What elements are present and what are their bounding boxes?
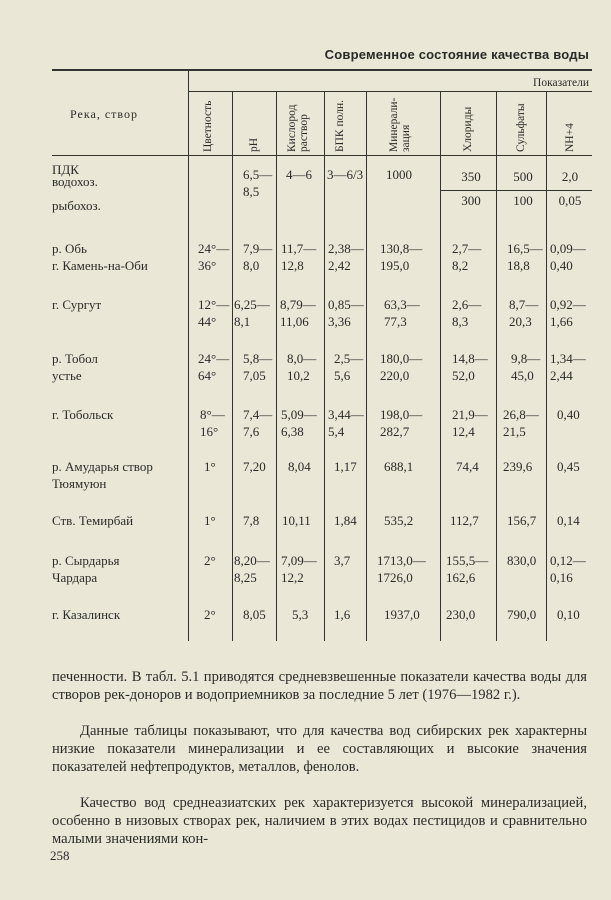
row-label: Ств. Темирбай — [52, 513, 134, 528]
cell-bod: 2,5— 5,6 — [334, 351, 364, 383]
cell-oxygen: 5,3 — [292, 607, 309, 622]
cell-pdk-sulfates: 500 — [513, 169, 533, 184]
cell-mineral: 63,3— 77,3 — [384, 297, 420, 329]
col-header-oxygen — [286, 88, 312, 152]
cell-pdk-chlorides-fish: 300 — [461, 193, 481, 208]
cell-oxygen: 8,79— 11,06 — [280, 297, 316, 329]
cell-chlorides: 112,7 — [450, 513, 479, 528]
table-top-rule — [52, 69, 592, 71]
cell-color: 12°— 44° — [198, 297, 230, 329]
cell-mineral: 130,8— 195,0 — [380, 241, 423, 273]
cell-oxygen: 5,09— 6,38 — [281, 407, 317, 439]
cell-pdk-sulfates-fish: 100 — [513, 193, 533, 208]
cell-chlorides: 230,0 — [446, 607, 476, 622]
cell-ph: 8,05 — [243, 607, 266, 622]
cell-ph: 7,8 — [243, 513, 260, 528]
indicators-group-header: Показатели — [533, 77, 589, 89]
cell-mineral: 688,1 — [384, 459, 414, 474]
cell-mineral: 1937,0 — [384, 607, 420, 622]
cell-chlorides: 2,7— 8,2 — [452, 241, 482, 273]
cell-chlorides: 2,6— 8,3 — [452, 297, 482, 329]
cell-pdk-ammonium-fish: 0,05 — [558, 193, 582, 208]
cell-mineral: 1713,0— 1726,0 — [377, 553, 426, 585]
cell-sulfates: 156,7 — [507, 513, 537, 528]
cell-sulfates: 790,0 — [507, 607, 537, 622]
cell-color: 24°— 64° — [198, 351, 230, 383]
cell-mineral: 198,0— 282,7 — [380, 407, 423, 439]
cell-ph: 7,20 — [243, 459, 266, 474]
cell-bod: 3,44— 5,4 — [328, 407, 364, 439]
cell-ammonium: 0,45 — [557, 459, 580, 474]
cell-mineral: 535,2 — [384, 513, 414, 528]
body-paragraph: печенности. В табл. 5.1 приводятся средневзвешенные показатели качества воды для створов рек-доноров и водоприемников за последние 5 лет (1976—1982 г.). — [52, 669, 587, 703]
cell-sulfates: 830,0 — [507, 553, 537, 568]
cell-pdk-oxygen: 4—6 — [286, 167, 312, 182]
cell-ph: 8,20— 8,25 — [234, 553, 270, 585]
cell-ammonium: 0,10 — [557, 607, 580, 622]
cell-pdk-chlorides: 350 — [461, 169, 481, 184]
cell-pdk-ph: 6,5— 8,5 — [243, 167, 273, 199]
cell-color: 24°— 36° — [198, 241, 230, 273]
cell-pdk-ammonium: 2,0 — [561, 169, 579, 184]
row-label: г. Сургут — [52, 297, 102, 312]
cell-color: 8°— 16° — [200, 407, 225, 439]
cell-color: 1° — [204, 459, 216, 474]
cell-ammonium: 0,12— 0,16 — [550, 553, 586, 585]
row-label: р. Сырдарья Чардара — [52, 553, 120, 585]
cell-oxygen: 10,11 — [282, 513, 311, 528]
cell-sulfates: 239,6 — [503, 459, 533, 474]
col-header-sulfates: Сульфаты — [515, 103, 527, 152]
cell-sulfates: 9,8— 45,0 — [511, 351, 541, 383]
col-divider — [496, 91, 497, 641]
cell-oxygen: 8,0— 10,2 — [287, 351, 317, 383]
pdk-divider — [440, 190, 592, 191]
cell-bod: 2,38— 2,42 — [328, 241, 364, 273]
col-divider — [366, 91, 367, 641]
col-divider — [324, 91, 325, 641]
cell-ph: 7,9— 8,0 — [243, 241, 273, 273]
cell-pdk-mineral: 1000 — [386, 167, 412, 182]
row-label: р. Тобол устье — [52, 351, 98, 383]
cell-bod: 1,17 — [334, 459, 357, 474]
col-header-mineralization: Минерали-зация — [388, 97, 412, 152]
cell-chlorides: 155,5— 162,6 — [446, 553, 489, 585]
header-bottom-rule — [52, 155, 592, 156]
col-divider — [188, 71, 189, 641]
cell-ph: 7,4— 7,6 — [243, 407, 273, 439]
cell-bod: 0,85— 3,36 — [328, 297, 364, 329]
col-divider — [440, 91, 441, 641]
row-label: г. Казалинск — [52, 607, 121, 622]
col-header-chlorides: Хлориды — [462, 106, 474, 152]
cell-color: 1° — [204, 513, 216, 528]
cell-ammonium: 0,14 — [557, 513, 580, 528]
cell-mineral: 180,0— 220,0 — [380, 351, 423, 383]
cell-pdk-bod: 3—6/3 — [327, 167, 364, 182]
cell-sulfates: 8,7— 20,3 — [509, 297, 539, 329]
col-header-bod: БПК полн. — [334, 100, 346, 152]
body-paragraph: Данные таблицы показывают, что для качества вод сибирских рек характерны низкие показатели минерализации и ее составляющих и высокие значения показателей нефтепродуктов, металлов, фенолов. — [52, 723, 587, 775]
cell-ammonium: 0,09— 0,40 — [550, 241, 586, 273]
river-column-header: Река, створ — [70, 107, 138, 121]
cell-sulfates: 16,5— 18,8 — [507, 241, 543, 273]
col-divider — [546, 91, 547, 641]
cell-ph: 5,8— 7,05 — [243, 351, 273, 383]
body-paragraph: Качество вод среднеазиатских рек характеризуется высокой минерализацией, особенно в низовых створах рек, наличием в этих водах пестицидов и сравнительно малыми значениями кон- — [52, 795, 587, 847]
col-divider — [232, 91, 233, 641]
cell-bod: 3,7 — [334, 553, 351, 568]
cell-chlorides: 74,4 — [456, 459, 479, 474]
cell-oxygen: 8,04 — [288, 459, 311, 474]
cell-chlorides: 14,8— 52,0 — [452, 351, 488, 383]
cell-oxygen: 11,7— 12,8 — [281, 241, 317, 273]
cell-ammonium: 1,34— 2,44 — [550, 351, 586, 383]
page-number: 258 — [50, 848, 70, 863]
cell-ammonium: 0,92— 1,66 — [550, 297, 586, 329]
cell-chlorides: 21,9— 12,4 — [452, 407, 488, 439]
row-label: р. Амударья створ Тюямуюн — [52, 459, 153, 491]
col-header-color: Цветность — [202, 100, 214, 152]
col-header-ph: pH — [248, 137, 260, 152]
row-label-pdk: ПДК водохоз. рыбохоз. — [52, 162, 101, 213]
cell-bod: 1,6 — [334, 607, 351, 622]
row-label: р. Обь г. Камень-на-Оби — [52, 241, 148, 273]
cell-color: 2° — [204, 607, 216, 622]
cell-oxygen: 7,09— 12,2 — [281, 553, 317, 585]
row-label: г. Тобольск — [52, 407, 114, 422]
cell-ph: 6,25— 8,1 — [234, 297, 270, 329]
col-divider — [276, 91, 277, 641]
col-header-ammonium: NH+4 — [564, 123, 576, 152]
cell-bod: 1,84 — [334, 513, 357, 528]
cell-color: 2° — [204, 553, 216, 568]
running-title: Современное состояние качества воды — [324, 47, 589, 62]
cell-ammonium: 0,40 — [557, 407, 580, 422]
cell-sulfates: 26,8— 21,5 — [503, 407, 539, 439]
col-header-oxygen-text: Кислород раствор — [286, 104, 310, 152]
